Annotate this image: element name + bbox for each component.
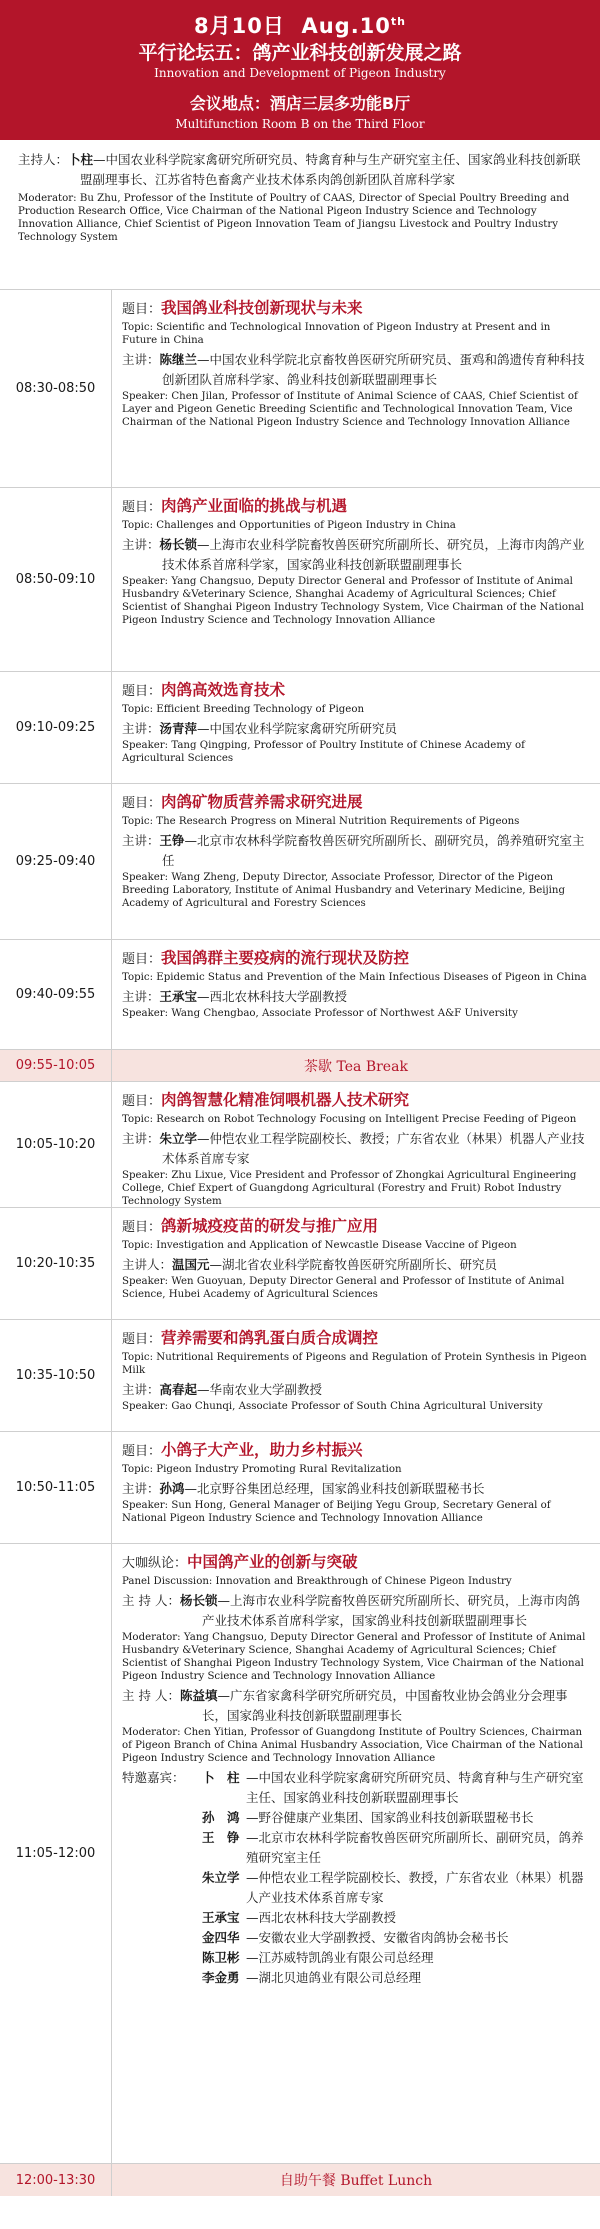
panel-row <box>0 1544 600 2164</box>
date-zh: 8月10日 <box>194 14 285 38</box>
speaker-en: Speaker: Wang Zheng, Deputy Director, Associate Professor, Director of the Pigeon Breeding Laboratory, Institute of Animal Husbandry and Veterinary Medicine, Beijing Academy of Agricultural and Forestry Sciences <box>122 872 566 909</box>
guest-desc: —仲恺农业工程学院副校长、教授，广东省农业（林果）机器人产业技术体系首席专家 <box>246 1870 584 1905</box>
speaker-label: 主讲： <box>122 1481 160 1496</box>
guest-desc: —西北农林科技大学副教授 <box>246 1910 397 1925</box>
session-speaker <box>122 1380 588 1400</box>
session-speaker <box>122 987 588 1007</box>
lunch-time: 12:00-13:30 <box>0 2164 112 2196</box>
speaker-label: 主讲： <box>122 1131 160 1146</box>
session-time: 10:20-10:35 <box>0 1208 112 1319</box>
topic-zh: 肉鸽矿物质营养需求研究进展 <box>161 793 363 811</box>
topic-label: 题目： <box>122 1332 162 1347</box>
session-body <box>112 672 600 783</box>
forum-host <box>0 140 600 290</box>
topic-zh: 肉鸽智慧化精准饲喂机器人技术研究 <box>161 1091 410 1109</box>
lunch-row <box>0 2164 600 2196</box>
speaker-en: Speaker: Yang Changsuo, Deputy Director General and Professor of Institute of Animal Husbandry &Veterinary Science, Shanghai Academy of Agricultural Sciences; Chief Scientist of Shanghai Pigeon Industry Technology System, Vice Chairman of the National Pigeon Industry Science and Technology Innovation Alliance <box>122 576 584 626</box>
speaker-name: 杨长锁 <box>159 537 198 552</box>
topic-label: 题目： <box>122 1444 162 1459</box>
moderator-1-en: Moderator: Yang Changsuo, Deputy Director General and Professor of Institute of Animal Husbandry &Veterinary Science, Shanghai Academy of Agricultural Sciences; Chief Scientist of Shanghai Pigeon Industry Technology System, Vice Chairman of the National Pigeon Industry Science and Technology Innovation Alliance <box>122 1632 586 1682</box>
session-row <box>0 940 600 1050</box>
speaker-en: Speaker: Chen Jilan, Professor of Institute of Animal Science of CAAS, Chief Scientist of Layer and Pigeon Genetic Breeding Scientific and Technological Innovation Team, Vice Chairman of the National Pigeon Industry Science and Technology Innovation Alliance <box>122 391 578 428</box>
guest-name: 李金勇 <box>202 1970 240 1985</box>
speaker-desc: —中国农业科学院北京畜牧兽医研究所研究员、蛋鸡和鸽遗传育种科技创新团队首席科学家、鸽业科技创新联盟副理事长 <box>162 352 585 387</box>
speaker-name: 高春起 <box>159 1382 198 1397</box>
host-desc: —中国农业科学院家禽研究所研究员、特禽育种与生产研究室主任、国家鸽业科技创新联盟副理事长、江苏省特色畜禽产业技术体系肉鸽创新团队首席科学家 <box>80 152 581 187</box>
session-topic <box>122 1089 588 1113</box>
session-speaker <box>122 1479 588 1499</box>
tea-break-row <box>0 1050 600 1082</box>
speaker-name: 孙鸿 <box>159 1481 185 1496</box>
session-time: 10:35-10:50 <box>0 1320 112 1431</box>
date-sup: th <box>390 15 406 28</box>
session-speaker <box>122 719 588 739</box>
session-row <box>0 1432 600 1544</box>
host-en: Moderator: Bu Zhu, Professor of the Institute of Poultry of CAAS, Director of Special Poultry Breeding and Production Research Office, Vice Chairman of the National Pigeon Industry Science and Technology Innovation Alliance, Chief Scientist of Pigeon Innovation Team of Jiangsu Livestock and Poultry Industry Technology System <box>18 193 570 243</box>
moderator-name: 陈益填 <box>179 1688 218 1703</box>
session-speaker <box>122 831 588 871</box>
speaker-en: Speaker: Zhu Lixue, Vice President and Professor of Zhongkai Agricultural Engineering College, Chief Expert of Guangdong Agricultural (Forestry and Fruit) Robot Industry Technology System <box>122 1170 577 1207</box>
forum-title: 平行论坛五：鸽产业科技创新发展之路 <box>138 42 462 64</box>
guest-desc: —中国农业科学院家禽研究所研究员、特禽育种与生产研究室主任、国家鸽业科技创新联盟副理事长 <box>246 1770 584 1805</box>
session-body <box>112 1320 600 1431</box>
speaker-en: Speaker: Wang Chengbao, Associate Professor of Northwest A&F University <box>122 1008 518 1019</box>
guest-name: 朱立学 <box>202 1870 240 1885</box>
guest-item <box>122 1968 588 1988</box>
topic-label: 题目： <box>122 952 162 967</box>
session-row <box>0 1320 600 1432</box>
guest-name: 陈卫彬 <box>202 1950 240 1965</box>
guest-desc: —江苏威特凯鸽业有限公司总经理 <box>246 1950 434 1965</box>
host-zh <box>18 150 586 190</box>
panel-label: 大咖纵论： <box>122 1556 188 1571</box>
topic-label: 题目： <box>122 500 162 515</box>
panel-time: 11:05-12:00 <box>0 1544 112 2163</box>
moderator-desc: —上海市农业科学院畜牧兽医研究所副所长、研究员，上海市肉鸽产业技术体系首席科学家，国家鸽业科技创新联盟副理事长 <box>202 1593 580 1628</box>
speaker-desc: —北京市农林科学院畜牧兽医研究所副所长、副研究员，鸽养殖研究室主任 <box>162 833 585 868</box>
panel-title-zh: 中国鸽产业的创新与突破 <box>187 1553 358 1571</box>
guest-label: 特邀嘉宾： <box>122 1770 185 1785</box>
session-time: 09:25-09:40 <box>0 784 112 939</box>
speaker-name: 温国元 <box>172 1257 210 1272</box>
topic-en: Topic: Investigation and Application of Newcastle Disease Vaccine of Pigeon <box>122 1240 517 1251</box>
panel-title <box>122 1551 588 1575</box>
topic-en: Topic: Nutritional Requirements of Pigeons and Regulation of Protein Synthesis in Pigeon Milk <box>122 1352 587 1376</box>
moderator-name: 杨长锁 <box>179 1593 218 1608</box>
venue-en: Multifunction Room B on the Third Floor <box>175 117 425 131</box>
date-en: Aug.10 <box>301 14 391 38</box>
guest-item <box>122 1928 588 1948</box>
guest-name: 王 铮 <box>202 1830 240 1845</box>
topic-en: Topic: Efficient Breeding Technology of Pigeon <box>122 704 365 715</box>
topic-zh: 小鸽子大产业，助力乡村振兴 <box>161 1441 363 1459</box>
session-time: 08:50-09:10 <box>0 488 112 671</box>
speaker-desc: —仲恺农业工程学院副校长、教授；广东省农业（林果）机器人产业技术体系首席专家 <box>162 1131 585 1166</box>
session-body <box>112 784 600 939</box>
topic-label: 题目： <box>122 302 162 317</box>
speaker-label: 主讲人： <box>122 1257 173 1272</box>
topic-en: Topic: Scientific and Technological Innovation of Pigeon Industry at Present and in Future in China <box>122 322 551 346</box>
session-body <box>112 1208 600 1319</box>
schedule-table <box>0 290 600 2196</box>
speaker-label: 主讲： <box>122 1382 160 1397</box>
guest-item <box>122 1828 588 1868</box>
guest-item <box>122 1948 588 1968</box>
topic-zh: 营养需要和鸽乳蛋白质合成调控 <box>161 1329 379 1347</box>
topic-zh: 肉鸽产业面临的挑战与机遇 <box>161 497 348 515</box>
forum-date <box>10 8 590 40</box>
topic-label: 题目： <box>122 684 162 699</box>
session-topic <box>122 947 588 971</box>
topic-zh: 肉鸽高效选育技术 <box>161 681 286 699</box>
speaker-label: 主讲： <box>122 721 160 736</box>
guest-item <box>122 1808 588 1828</box>
session-time: 10:05-10:20 <box>0 1082 112 1207</box>
moderator-2-en: Moderator: Chen Yitian, Professor of Guangdong Institute of Poultry Sciences, Chairman of Pigeon Branch of China Animal Husbandry Association, Vice Chairman of the National Pigeon Industry Science and Technology Innovation Alliance <box>122 1727 583 1764</box>
speaker-en: Speaker: Wen Guoyuan, Deputy Director General and Professor of Institute of Animal Science, Hubei Academy of Agricultural Sciences <box>122 1276 565 1300</box>
speaker-desc: —华南农业大学副教授 <box>197 1382 323 1397</box>
topic-en: Topic: The Research Progress on Mineral Nutrition Requirements of Pigeons <box>122 816 520 827</box>
topic-label: 题目： <box>122 1220 162 1235</box>
session-row <box>0 290 600 488</box>
session-topic <box>122 791 588 815</box>
topic-en: Topic: Pigeon Industry Promoting Rural Revitalization <box>122 1464 402 1475</box>
guest-desc: —安徽农业大学副教授、安徽省肉鸽协会秘书长 <box>246 1930 509 1945</box>
speaker-desc: —湖北省农业科学院畜牧兽医研究所副所长、研究员 <box>209 1257 498 1272</box>
session-topic <box>122 1215 588 1239</box>
speaker-desc: —北京野谷集团总经理，国家鸽业科技创新联盟秘书长 <box>184 1481 485 1496</box>
session-topic <box>122 1327 588 1351</box>
topic-en: Topic: Research on Robot Technology Focusing on Intelligent Precise Feeding of Pigeon <box>122 1114 577 1125</box>
session-row <box>0 1208 600 1320</box>
speaker-name: 王承宝 <box>159 989 198 1004</box>
session-row <box>0 672 600 784</box>
speaker-label: 主讲： <box>122 989 160 1004</box>
guest-name: 金四华 <box>202 1930 240 1945</box>
moderator-label: 主 持 人： <box>122 1593 180 1608</box>
session-row <box>0 488 600 672</box>
topic-zh: 我国鸽业科技创新现状与未来 <box>161 299 363 317</box>
panel-moderator-1 <box>122 1591 588 1631</box>
session-time: 09:10-09:25 <box>0 672 112 783</box>
topic-label: 题目： <box>122 1094 162 1109</box>
forum-title-en: Innovation and Development of Pigeon Industry <box>154 66 446 80</box>
speaker-name: 王铮 <box>159 833 185 848</box>
guest-name: 卜 柱 <box>202 1770 240 1785</box>
panel-moderator-2 <box>122 1686 588 1726</box>
speaker-name: 汤青萍 <box>159 721 198 736</box>
topic-zh: 我国鸽群主要疫病的流行现状及防控 <box>161 949 410 967</box>
guest-item <box>122 1868 588 1908</box>
session-speaker <box>122 350 588 390</box>
guest-desc: —湖北贝迪鸽业有限公司总经理 <box>246 1970 422 1985</box>
session-body <box>112 1432 600 1543</box>
panel-title-en: Panel Discussion: Innovation and Breakthrough of Chinese Pigeon Industry <box>122 1576 512 1587</box>
forum-header <box>0 0 600 140</box>
tea-break-time: 09:55-10:05 <box>0 1050 112 1081</box>
speaker-name: 陈继兰 <box>159 352 198 367</box>
speaker-name: 朱立学 <box>159 1131 198 1146</box>
guest-item <box>122 1768 588 1808</box>
speaker-label: 主讲： <box>122 833 160 848</box>
speaker-desc: —西北农林科技大学副教授 <box>197 989 348 1004</box>
session-body <box>112 290 600 487</box>
session-topic <box>122 679 588 703</box>
speaker-en: Speaker: Tang Qingping, Professor of Poultry Institute of Chinese Academy of Agricultural Sciences <box>122 740 525 764</box>
guest-item <box>122 1908 588 1928</box>
speaker-desc: —上海市农业科学院畜牧兽医研究所副所长、研究员，上海市肉鸽产业技术体系首席科学家，国家鸽业科技创新联盟副理事长 <box>162 537 585 572</box>
lunch-label: 自助午餐 Buffet Lunch <box>279 2173 433 2189</box>
topic-label: 题目： <box>122 796 162 811</box>
guest-desc: —北京市农林科学院畜牧兽医研究所副所长、副研究员，鸽养殖研究室主任 <box>246 1830 584 1865</box>
speaker-desc: —中国农业科学院家禽研究所研究员 <box>197 721 398 736</box>
speaker-label: 主讲： <box>122 352 160 367</box>
session-topic <box>122 495 588 519</box>
tea-break-label: 茶歇 Tea Break <box>304 1058 408 1075</box>
speaker-en: Speaker: Gao Chunqi, Associate Professor of South China Agricultural University <box>122 1401 543 1412</box>
session-time: 10:50-11:05 <box>0 1432 112 1543</box>
guest-name: 孙 鸿 <box>202 1810 240 1825</box>
session-speaker <box>122 1255 588 1275</box>
session-topic <box>122 297 588 321</box>
panel-body <box>112 1544 600 2163</box>
session-body <box>112 1082 600 1207</box>
topic-en: Topic: Challenges and Opportunities of Pigeon Industry in China <box>122 520 456 531</box>
venue: 会议地点：酒店三层多功能B厅 <box>189 94 411 113</box>
session-speaker <box>122 1129 588 1169</box>
speaker-label: 主讲： <box>122 537 160 552</box>
speaker-en: Speaker: Sun Hong, General Manager of Beijing Yegu Group, Secretary General of National Pigeon Industry Science and Technology Innovation Alliance <box>122 1500 551 1524</box>
session-row <box>0 1082 600 1208</box>
session-row <box>0 784 600 940</box>
host-name: 卜柱 <box>68 152 94 167</box>
topic-en: Topic: Epidemic Status and Prevention of the Main Infectious Diseases of Pigeon in China <box>122 972 587 983</box>
topic-zh: 鸽新城疫疫苗的研发与推广应用 <box>161 1217 379 1235</box>
session-body <box>112 488 600 671</box>
guest-desc: —野谷健康产业集团、国家鸽业科技创新联盟秘书长 <box>246 1810 534 1825</box>
session-body <box>112 940 600 1049</box>
session-speaker <box>122 535 588 575</box>
session-topic <box>122 1439 588 1463</box>
session-time: 08:30-08:50 <box>0 290 112 487</box>
guest-name: 王承宝 <box>202 1910 240 1925</box>
host-label: 主持人： <box>18 152 69 167</box>
session-time: 09:40-09:55 <box>0 940 112 1049</box>
moderator-label: 主 持 人： <box>122 1688 180 1703</box>
moderator-desc: —广东省家禽科学研究所研究员，中国畜牧业协会鸽业分会理事长，国家鸽业科技创新联盟副理事长 <box>202 1688 568 1723</box>
